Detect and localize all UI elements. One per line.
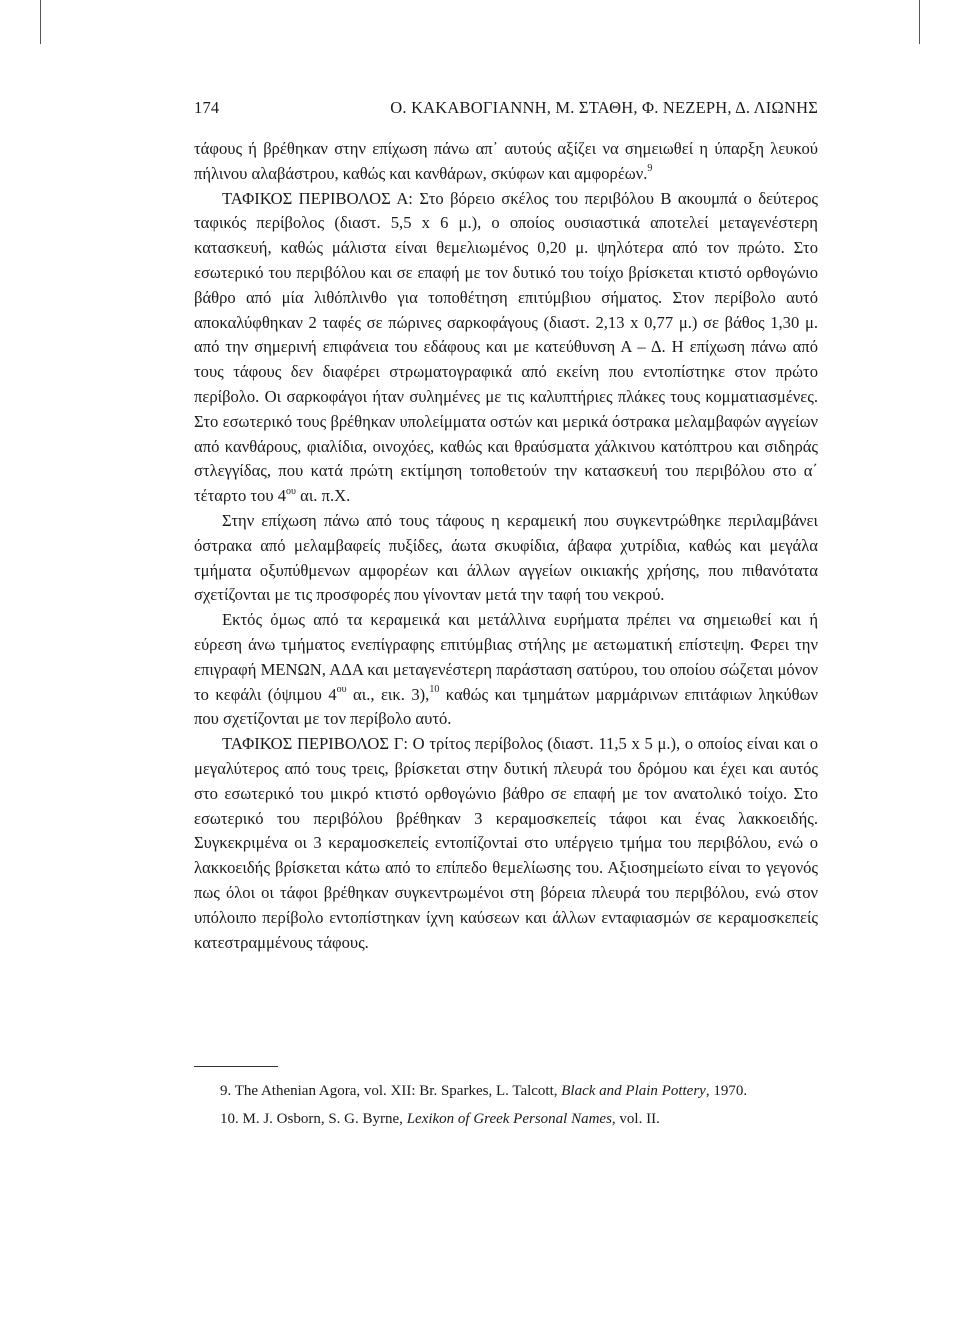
paragraph-4-text: Εκτός όμως από τα κεραμεικά και μετάλλινα ευρήματα πρέπει να σημειωθεί και ή εύρεση άνω τμήματος ενεπίγραφης επιτύμβιας στήλης με αετωματική επίστεψη. Φερει την επιγραφή ΜΕΝΩΝ, ΑΔΑ και μεταγενέστερη παράσταση σατύρου, του οποίου σώζεται μόνον το κεφάλι (όψιμου 4 xyxy=(194,610,818,704)
footnote-9 xyxy=(220,1077,820,1105)
footnote-end: , vol. II. xyxy=(611,1111,660,1127)
footnote-10 xyxy=(220,1105,820,1133)
footnote-title: Black and Plain Pottery xyxy=(561,1083,706,1099)
ordinal-superscript: ου xyxy=(336,684,347,695)
paragraph-4-end: καθώς και τμημάτων μαρμάρινων επιτάφιων ληκύθων που σχετίζονται με τον περίβολο αυτό. xyxy=(194,684,818,729)
crop-mark-left xyxy=(40,0,41,44)
paragraph-1-text: τάφους ή βρέθηκαν στην επίχωση πάνω απ᾽ αυτούς αξίζει να σημειωθεί η ύπαρξη λευκού πήλινου αλαβάστρου, καθώς και κανθάρων, σκύφων και αμφορέων. xyxy=(194,139,818,183)
body-text xyxy=(194,137,818,955)
paragraph-2-text: ΤΑΦΙΚΟΣ ΠΕΡΙΒΟΛΟΣ Α: Στο βόρειο σκέλος του περιβόλου Β ακουμπά ο δεύτερος ταφικός περίβολος (διαστ. 5,5 x 6 μ.), ο οποίος ουσιαστικά αποτελεί μεταγενέστερη κατασκευή, καθώς μάλιστα είναι θεμελιωμένος 0,20 μ. ψηλότερα από τον πρώτο. Στο εσωτερικό του περιβόλου και σε επαφή με τον δυτικό του τοίχο βρίσκεται κτιστό ορθογώνιο βάθρο από μία λιθόπλινθο για τοποθέτηση επιτύμβιου σήματος. Στον περίβολο αυτό αποκαλύφθηκαν 2 ταφές σε πώρινες σαρκοφάγους (διαστ. 2,13 x 0,77 μ.) σε βάθος 1,30 μ. από την σημερινή επιφάνεια του εδάφους και με κατεύθυνση Α – Δ. Η επίχωση πάνω από τους τάφους δεν διαφέρει στρωματογραφικά από εκείνη που εντοπίστηκε στον πρώτο περίβολο. Οι σαρκοφάγοι ήταν συλημένες με τις καλυπτήριες πλάκες τους κομματιασμένες. Στο εσωτερικό τους βρέθηκαν υπολείμματα οστών και μερικά όστρακα μελαμβαφών αγγείων από κανθάρους, φιαλίδια, οινοχόες, καθώς και θραύσματα χάλκινου κατόπτρου και σιδηράς στλεγγίδας, που κατά πρώτη εκτίμηση τοποθετούν την κατασκευή του περιβόλου στο α΄ τέταρτο του 4 xyxy=(194,188,818,506)
footnote-text: The Athenian Agora, vol. XII: Br. Sparkes, L. Talcott, xyxy=(234,1083,562,1099)
footnote-ref-9[interactable]: 9 xyxy=(647,163,653,175)
page-header xyxy=(194,98,818,122)
paragraph-4-mid: αι., εικ. 3), xyxy=(346,684,430,704)
footnote-end: , 1970. xyxy=(705,1083,748,1099)
footnote-title: Lexikon of Greek Personal Names xyxy=(406,1111,612,1127)
paragraph-5: ΤΑΦΙΚΟΣ ΠΕΡΙΒΟΛΟΣ Γ: Ο τρίτος περίβολος (διαστ. 11,5 x 5 μ.), ο οποίος είναι και ο μεγαλύτερος από τους τρεις, βρίσκεται στην δυτική πλευρά του δρόμου και έχει και αυτός στο εσωτερικό του μικρό κτιστό ορθογώνιο βάθρο σε επαφή με τον ανατολικό τοίχο. Στο εσωτερικό του περιβόλου βρέθηκαν 3 κεραμοσκεπείς τάφοι και ένας λακκοειδής. Συγκεκριμένα οι 3 κεραμοσκεπείς εντοπίζοντai στο υπέργειο τμήμα του περιβόλου, ενώ ο λακκοειδής βρίσκεται κάτω από το επίπεδο θεμελίωσης του. Αξιοσημείωτο είναι το γεγονός πως όλοι οι τάφοι βρέθηκαν συγκεντρωμένοι στη βόρεια πλευρά του περιβόλου, ενώ στον υπόλοιπο περίβολο εντοπίστηκαν ίχνη καύσεων και άλλων ενταφιασμών σε κεραμοσκεπείς κατεστραμμένους τάφους. xyxy=(194,734,818,952)
ordinal-superscript: ου xyxy=(286,485,296,497)
footnote-number: 9. xyxy=(220,1083,232,1099)
footnote-number: 10. xyxy=(220,1111,239,1127)
page-number: 174 xyxy=(194,98,220,117)
footnote-ref-10[interactable]: 10 xyxy=(429,684,440,695)
footnote-divider xyxy=(194,1066,278,1067)
crop-mark-right xyxy=(919,0,920,44)
paragraph-2 xyxy=(194,187,818,509)
paragraph-1 xyxy=(194,137,818,187)
paragraph-4 xyxy=(194,608,818,732)
footnotes xyxy=(220,1077,820,1133)
footnote-text: M. J. Osborn, S. G. Byrne, xyxy=(242,1111,407,1127)
paragraph-2-end: αι. π.Χ. xyxy=(295,486,351,506)
paragraph-3: Στην επίχωση πάνω από τους τάφους η κεραμεική που συγκεντρώθηκε περιλαμβάνει όστρακα από μελαμβαφείς πυξίδες, άωτα σκυφίδια, άβαφα χυτρίδια, καθώς και μεγάλα τμήματα οξυπύθμενων αμφορέων και άλλων αγγείων οικιακής χρήσης, που πιθανότατα σχετίζονται με τις προσφορές που γίνονταν μετά την ταφή του νεκρού. xyxy=(194,510,818,605)
running-title: Ο. ΚΑΚΑΒΟΓΙΑΝΝΗ, Μ. ΣΤΑΘΗ, Φ. ΝΕΖΕΡΗ, Δ. ΛΙΩΝΗΣ xyxy=(390,98,818,117)
